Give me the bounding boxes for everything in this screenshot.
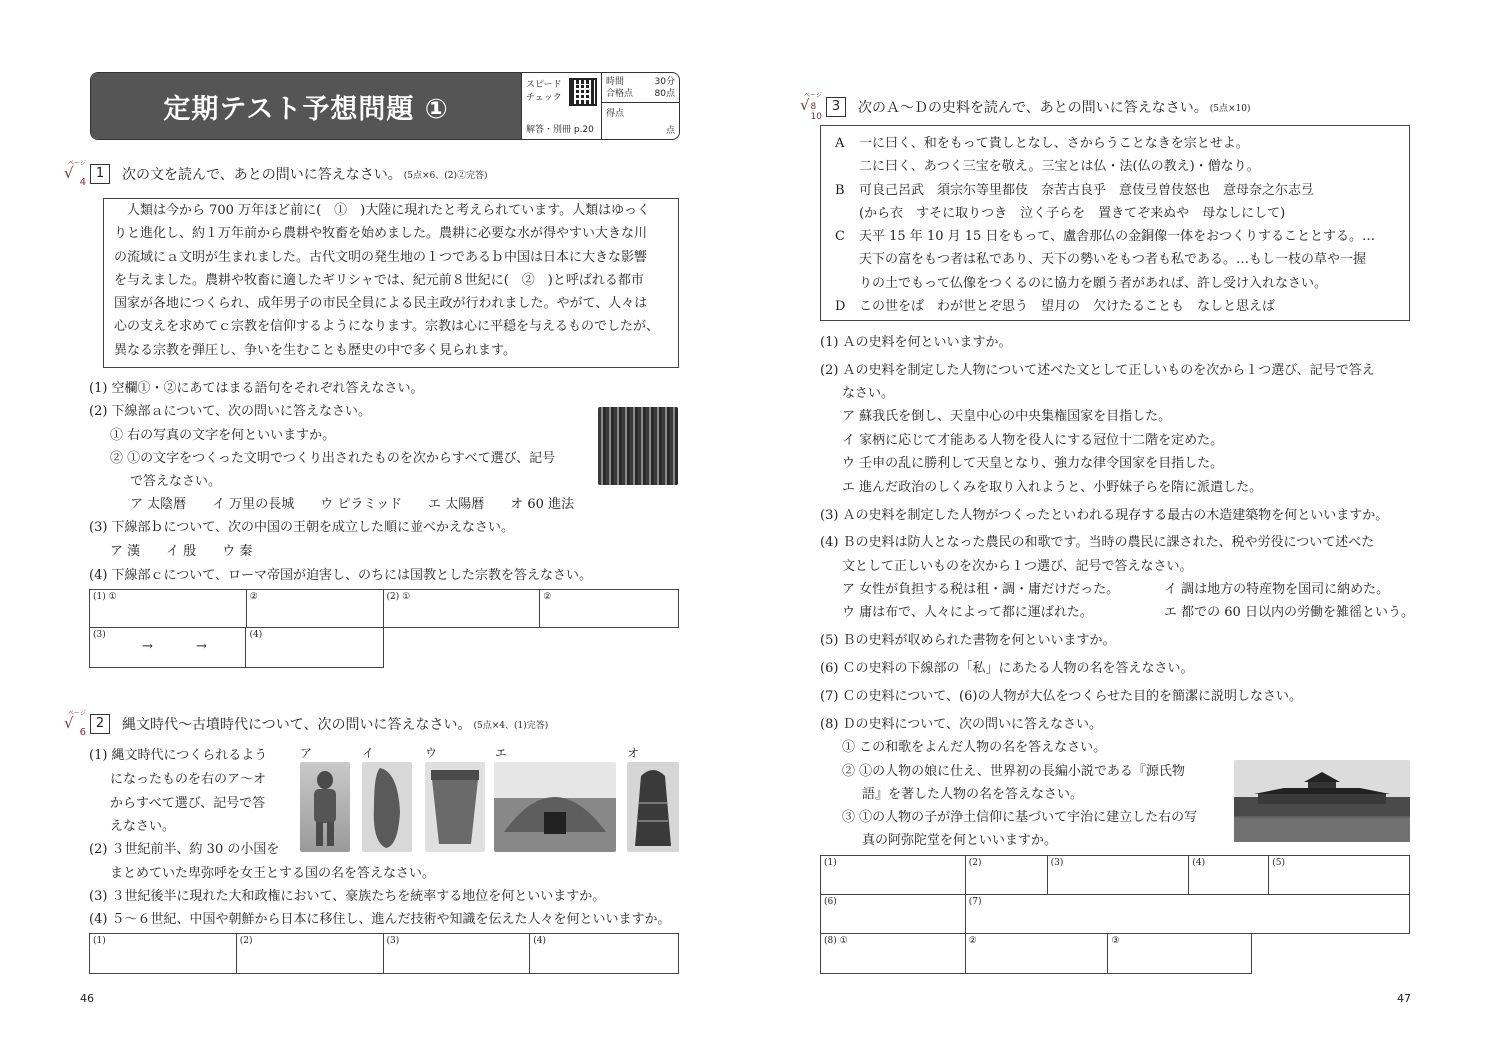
passage-line: を与えました。農耕や牧畜に適したギリシャでは、紀元前８世紀に( ② )と呼ばれる都市 bbox=[114, 272, 644, 288]
answer-cell[interactable]: (3) bbox=[1047, 856, 1189, 895]
dotaku-photo bbox=[627, 762, 679, 852]
question-instruction: 次のＡ～Ｄの史料を読んで、あとの問いに答えなさい。 bbox=[858, 100, 1208, 116]
check-label: チェック bbox=[526, 93, 562, 103]
q3-sub1: (1) Ａの史料を何といいますか。 bbox=[820, 335, 1012, 350]
q2-sub1: (1) 縄文時代につくられるよう bbox=[89, 748, 268, 763]
q3-sub8-3-cont: 真の阿弥陀堂を何といいますか。 bbox=[862, 833, 1058, 848]
q3-sub2: (2) Ａの史料を制定した人物について述べた文として正しいものを次から１つ選び、記号で答え bbox=[820, 363, 1375, 378]
source-line: 二に曰く、あつく三宝を敬え。三宝とは仏・法(仏の教え)・僧なり。 bbox=[859, 159, 1260, 175]
source-documents bbox=[820, 125, 1410, 321]
passage-line: りと進化し、約１万年前から農耕や牧畜を始めました。農耕に必要な水が得やすい大きな川 bbox=[114, 226, 648, 242]
points: (5点×4、(1)完答) bbox=[473, 720, 549, 731]
q3-choice-i: イ 家柄に応じて才能ある人物を役人にする冠位十二階を定めた。 bbox=[842, 433, 1224, 448]
time-value: 30分 bbox=[654, 77, 675, 87]
page-number: 46 bbox=[80, 992, 94, 1005]
page-title: 定期テスト予想問題 ① bbox=[91, 73, 521, 139]
q3-sub7: (7) Ｃの史料について、(6)の人物が大仏をつくらせた目的を簡潔に説明しなさい。 bbox=[820, 689, 1303, 704]
q2-sub4: (4) ５～６世紀、中国や朝鮮から日本に移住し、進んだ技術や知識を伝えた人々を何といいますか。 bbox=[89, 912, 671, 927]
q3-sub8-3: ③ ①の人物の子が浄土信仰に基づいて宇治に建立した右の写 bbox=[842, 810, 1198, 825]
source-line: この世をば わが世とぞ思う 望月の 欠けたることも なしと思えば bbox=[859, 299, 1276, 315]
answer-cell[interactable]: (5) bbox=[1269, 856, 1410, 895]
source-line: 天下の富をもつ者は私であり、天下の勢いをもつ者も私である。…もし一枝の草や一握 bbox=[859, 252, 1367, 268]
answer-cell[interactable]: (7) bbox=[965, 895, 1409, 934]
source-key: B bbox=[835, 182, 845, 198]
q3-choice-u: ウ 壬申の乱に勝利して天皇となり、強力な律令国家を目指した。 bbox=[842, 456, 1224, 471]
page-number: 47 bbox=[1397, 992, 1411, 1005]
arrow-icon: → bbox=[196, 639, 207, 654]
arrow-icon: → bbox=[142, 639, 153, 654]
qr-code-icon[interactable] bbox=[569, 78, 597, 106]
answer-cell[interactable]: (4) bbox=[1189, 856, 1269, 895]
byodoin-photo bbox=[1234, 760, 1410, 842]
q3-sub4-choice-u: ウ 庸は布で、人々によって都に運ばれた。 bbox=[842, 605, 1093, 620]
speed-check bbox=[521, 73, 601, 139]
q3-sub2-cont: なさい。 bbox=[842, 386, 895, 401]
photo-label-u: ウ bbox=[425, 746, 438, 760]
q2-sub2: (2) ３世紀前半、約 30 の小国を bbox=[89, 842, 280, 857]
answer-cell[interactable]: (3) bbox=[383, 934, 530, 974]
q3-answer-table-2 bbox=[820, 933, 1252, 974]
source-key: C bbox=[835, 229, 845, 245]
pass-label: 合格点 bbox=[606, 89, 634, 99]
q3-choice-e: エ 進んだ政治のしくみを取り入れようと、小野妹子らを隋に派遣した。 bbox=[842, 480, 1263, 495]
answer-cell[interactable]: (1) ① bbox=[90, 590, 247, 628]
q2-sub1-cont: えなさい。 bbox=[110, 819, 176, 834]
q2-sub2-cont: まとめていた卑弥呼を女王とする国の名を答えなさい。 bbox=[110, 866, 436, 881]
question-3-header bbox=[800, 92, 1250, 122]
q2-answer-table bbox=[89, 933, 679, 974]
q1-sub3: (3) 下線部ｂについて、次の中国の王朝を成立した順に並べかえなさい。 bbox=[89, 520, 515, 535]
question-number: 1 bbox=[90, 164, 110, 184]
passage-line: 人類は今から 700 万年ほど前に( ① )大陸に現れたと考えられています。人類はゆっく bbox=[127, 203, 651, 218]
answer-cell[interactable]: (4) bbox=[246, 628, 384, 668]
question-1-header bbox=[64, 160, 488, 188]
q1-sub2: (2) 下線部ａについて、次の問いに答えなさい。 bbox=[89, 404, 372, 419]
q1-sub1: (1) 空欄①・②にあてはまる語句をそれぞれ答えなさい。 bbox=[89, 381, 424, 396]
q3-sub8-2-cont: 語』を著した人物の名を答えなさい。 bbox=[862, 787, 1084, 802]
question-instruction: 縄文時代～古墳時代について、次の問いに答えなさい。 bbox=[122, 717, 472, 733]
answer-cell[interactable]: (4) bbox=[530, 934, 679, 974]
page-ref-icon: ページ √ 8 10 bbox=[800, 92, 822, 122]
question-instruction: 次の文を読んで、あとの問いに答えなさい。 bbox=[122, 167, 402, 183]
q3-sub4-cont: 文として正しいものを次から１つ選び、記号で答えなさい。 bbox=[842, 559, 1193, 574]
q3-sub8-1: ① この和歌をよんだ人物の名を答えなさい。 bbox=[842, 740, 1107, 755]
points: (5点×6、(2)②完答) bbox=[403, 170, 488, 181]
passage-line: 国家が各地につくられ、成年男子の市民全員による民主政が行われました。やがて、人々は bbox=[114, 296, 648, 312]
source-key: D bbox=[835, 299, 846, 315]
passage-line: の流域にａ文明が生まれました。古代文明の発生地の１つであるｂ中国は日本に大きな影響 bbox=[114, 249, 648, 265]
q3-sub4-choice-a: ア 女性が負担する税は租・調・庸だけだった。 bbox=[842, 582, 1120, 597]
cuneiform-photo bbox=[598, 407, 678, 485]
photo-label-i: イ bbox=[362, 746, 375, 760]
q3-sub4: (4) Ｂの史料は防人となった農民の和歌です。当時の農民に課された、税や労役について述べた bbox=[820, 535, 1375, 550]
source-line: 可良己呂武 須宗尓等里都伎 奈苦古良乎 意伎弖曽伎怒也 意母奈之尓志弖 bbox=[859, 182, 1315, 198]
q2-sub3: (3) ３世紀後半に現れた大和政権において、豪族たちを統率する地位を何といいますか。 bbox=[89, 889, 606, 904]
passage-line: 異なる宗教を弾圧し、争いを生むことも歴史の中で多く見られます。 bbox=[114, 342, 516, 358]
haniwa-photo bbox=[300, 762, 350, 852]
speed-label: スピード bbox=[526, 80, 562, 90]
test-header bbox=[90, 72, 680, 140]
q3-answer-table bbox=[820, 855, 1410, 934]
q1-sub4: (4) 下線部ｃについて、ローマ帝国が迫害し、のちには国教とした宗教を答えなさい。 bbox=[89, 568, 593, 583]
q3-sub3: (3) Ａの史料を制定した人物がつくったといわれる現存する最古の木造建築物を何といいますか。 bbox=[820, 508, 1389, 523]
q3-sub5: (5) Ｂの史料が収められた書物を何といいますか。 bbox=[820, 633, 1116, 648]
photo-label-e: エ bbox=[495, 746, 508, 760]
page-ref-icon: ページ √ 4 bbox=[64, 160, 86, 188]
answer-cell[interactable]: (1) bbox=[821, 856, 966, 895]
q2-sub1-cont: になったものを右のア～オ bbox=[110, 772, 267, 787]
question-number: 3 bbox=[826, 97, 846, 117]
points: (5点×10) bbox=[1209, 103, 1251, 114]
q1-answer-table bbox=[89, 589, 679, 628]
reading-passage bbox=[103, 198, 679, 368]
q3-choice-a: ア 蘇我氏を倒し、天皇中心の中央集権国家を目指した。 bbox=[842, 409, 1172, 424]
q3-sub4-choice-e: エ 都での 60 日以内の労働を雑徭という。 bbox=[1164, 605, 1414, 620]
jomon-pottery-photo bbox=[425, 762, 485, 852]
q1-sub2-2: ② ①の文字をつくった文明でつくり出されたものを次からすべて選び、記号 bbox=[110, 451, 556, 466]
answer-cell[interactable]: ③ bbox=[1108, 934, 1252, 974]
score-unit: 点 bbox=[665, 126, 675, 136]
answer-cell[interactable]: ② bbox=[540, 590, 679, 628]
answer-cell[interactable]: (8) ① bbox=[821, 934, 966, 974]
passage-line: 心の支えを求めてｃ宗教を信仰するようになります。宗教は心に平穏を与えるものでしたが、 bbox=[114, 319, 659, 335]
answer-reference: 解答・別冊 p.20 bbox=[526, 125, 594, 135]
answer-cell[interactable]: (2) ① bbox=[383, 590, 540, 628]
score-box bbox=[601, 73, 679, 139]
source-key: A bbox=[835, 136, 845, 151]
q1-sub2-2-cont: で答えなさい。 bbox=[130, 474, 222, 489]
right-page bbox=[750, 0, 1500, 1061]
page-ref-icon: ページ √ 6 bbox=[64, 710, 86, 738]
q1-sub2-1: ① 右の写真の文字を何といいますか。 bbox=[110, 428, 336, 443]
answer-cell[interactable]: (1) bbox=[90, 934, 237, 974]
q3-sub4-choice-i: イ 調は地方の特産物を国司に納めた。 bbox=[1164, 582, 1390, 597]
question-number: 2 bbox=[90, 714, 110, 734]
photo-label-a: ア bbox=[300, 746, 313, 760]
source-line: 天平 15 年 10 月 15 日をもって、盧舎那仏の金銅像一体をおつくりすることとする。… bbox=[859, 229, 1376, 245]
answer-cell[interactable]: ② bbox=[965, 934, 1108, 974]
q1-answer-table-2 bbox=[89, 627, 384, 668]
q3-sub8: (8) Ｄの史料について、次の問いに答えなさい。 bbox=[820, 717, 1103, 732]
q3-sub6: (6) Ｃの史料の下線部の「私」にあたる人物の名を答えなさい。 bbox=[820, 661, 1194, 676]
pit-dwelling-photo bbox=[494, 762, 616, 852]
q2-sub1-cont: からすべて選び、記号で答 bbox=[110, 796, 266, 811]
answer-cell[interactable]: (2) bbox=[236, 934, 383, 974]
answer-cell[interactable]: (3) → → bbox=[90, 628, 246, 668]
photo-label-o: オ bbox=[627, 746, 640, 760]
time-label: 時間 bbox=[606, 77, 625, 87]
score-label: 得点 bbox=[606, 109, 625, 119]
source-line: 一に曰く、和をもって貴しとなし、さからうことなきを宗とせよ。 bbox=[859, 136, 1249, 151]
answer-cell[interactable]: ② bbox=[246, 590, 383, 628]
q1-choices: ア 太陰暦 イ 万里の長城 ウ ピラミッド エ 太陽暦 オ 60 進法 bbox=[130, 497, 575, 512]
question-2-header bbox=[64, 710, 548, 738]
source-line: りの土でもって仏像をつくるのに協力を願う者があれば、許し受け入れなさい。 bbox=[859, 275, 1328, 291]
pass-value: 80点 bbox=[654, 89, 675, 99]
answer-cell[interactable]: (2) bbox=[965, 856, 1047, 895]
q1-dynasties: ア 漢 イ 殷 ウ 秦 bbox=[110, 544, 253, 559]
q3-sub8-2: ② ①の人物の娘に仕え、世界初の長編小説である『源氏物 bbox=[842, 764, 1185, 779]
stone-tool-photo bbox=[362, 762, 412, 852]
source-line: (から衣 すそに取りつき 泣く子らを 置きてぞ来ぬや 母なしにして) bbox=[859, 205, 1286, 221]
answer-cell[interactable]: (6) bbox=[821, 895, 966, 934]
